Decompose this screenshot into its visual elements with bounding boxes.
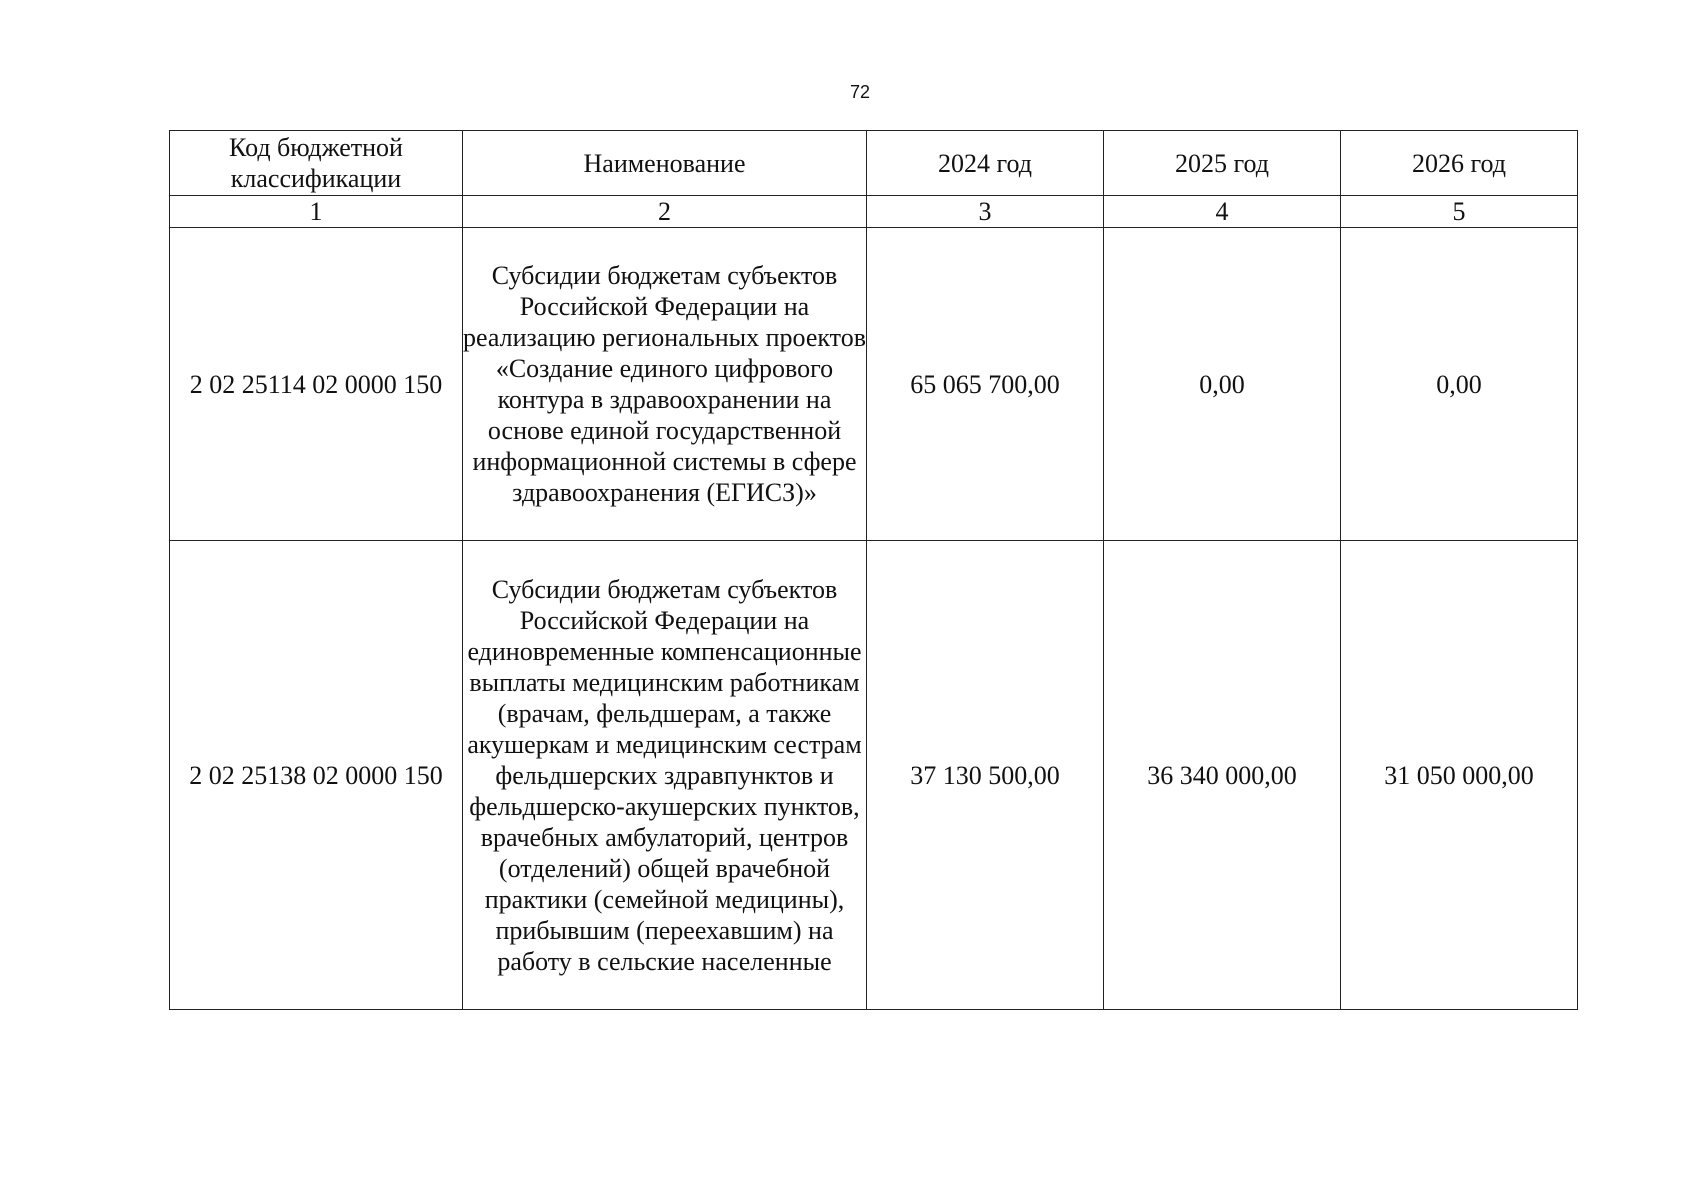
column-number-row: [170, 196, 1578, 228]
table-row: [170, 541, 1578, 1010]
amount-2024: 65 065 700,00: [867, 228, 1104, 541]
table-header-row: [170, 131, 1578, 196]
amount-2025: 0,00: [1104, 228, 1341, 541]
item-name: Субсидии бюджетам субъектов Российской Федерации на единовременные компенсационные выплаты медицинским работникам (врачам, фельдшерам, а также акушеркам и медицинским сестрам фельдшерских здравпунктов и фельдшерско-акушерских пунктов, врачебных амбулаторий, центров (отделений) общей врачебной практики (семейной медицины), прибывшим (переехавшим) на работу в сельские населенные: [463, 541, 867, 1010]
budget-code: 2 02 25138 02 0000 150: [170, 541, 463, 1010]
amount-2025: 36 340 000,00: [1104, 541, 1341, 1010]
header-code: Код бюджетной классификации: [170, 131, 463, 196]
header-name: Наименование: [463, 131, 867, 196]
column-number: 2: [463, 196, 867, 228]
amount-2024: 37 130 500,00: [867, 541, 1104, 1010]
budget-table: [169, 130, 1578, 1010]
table-row: [170, 228, 1578, 541]
column-number: 5: [1341, 196, 1578, 228]
column-number: 3: [867, 196, 1104, 228]
amount-2026: 0,00: [1341, 228, 1578, 541]
budget-code: 2 02 25114 02 0000 150: [170, 228, 463, 541]
column-number: 4: [1104, 196, 1341, 228]
item-name: Субсидии бюджетам субъектов Российской Федерации на реализацию региональных проектов «Создание единого цифрового контура в здравоохранении на основе единой государственной информационной системы в сфере здравоохранения (ЕГИСЗ)»: [463, 228, 867, 541]
page-number: 72: [849, 82, 871, 102]
column-number: 1: [170, 196, 463, 228]
header-2025: 2025 год: [1104, 131, 1341, 196]
header-2024: 2024 год: [867, 131, 1104, 196]
header-2026: 2026 год: [1341, 131, 1578, 196]
amount-2026: 31 050 000,00: [1341, 541, 1578, 1010]
